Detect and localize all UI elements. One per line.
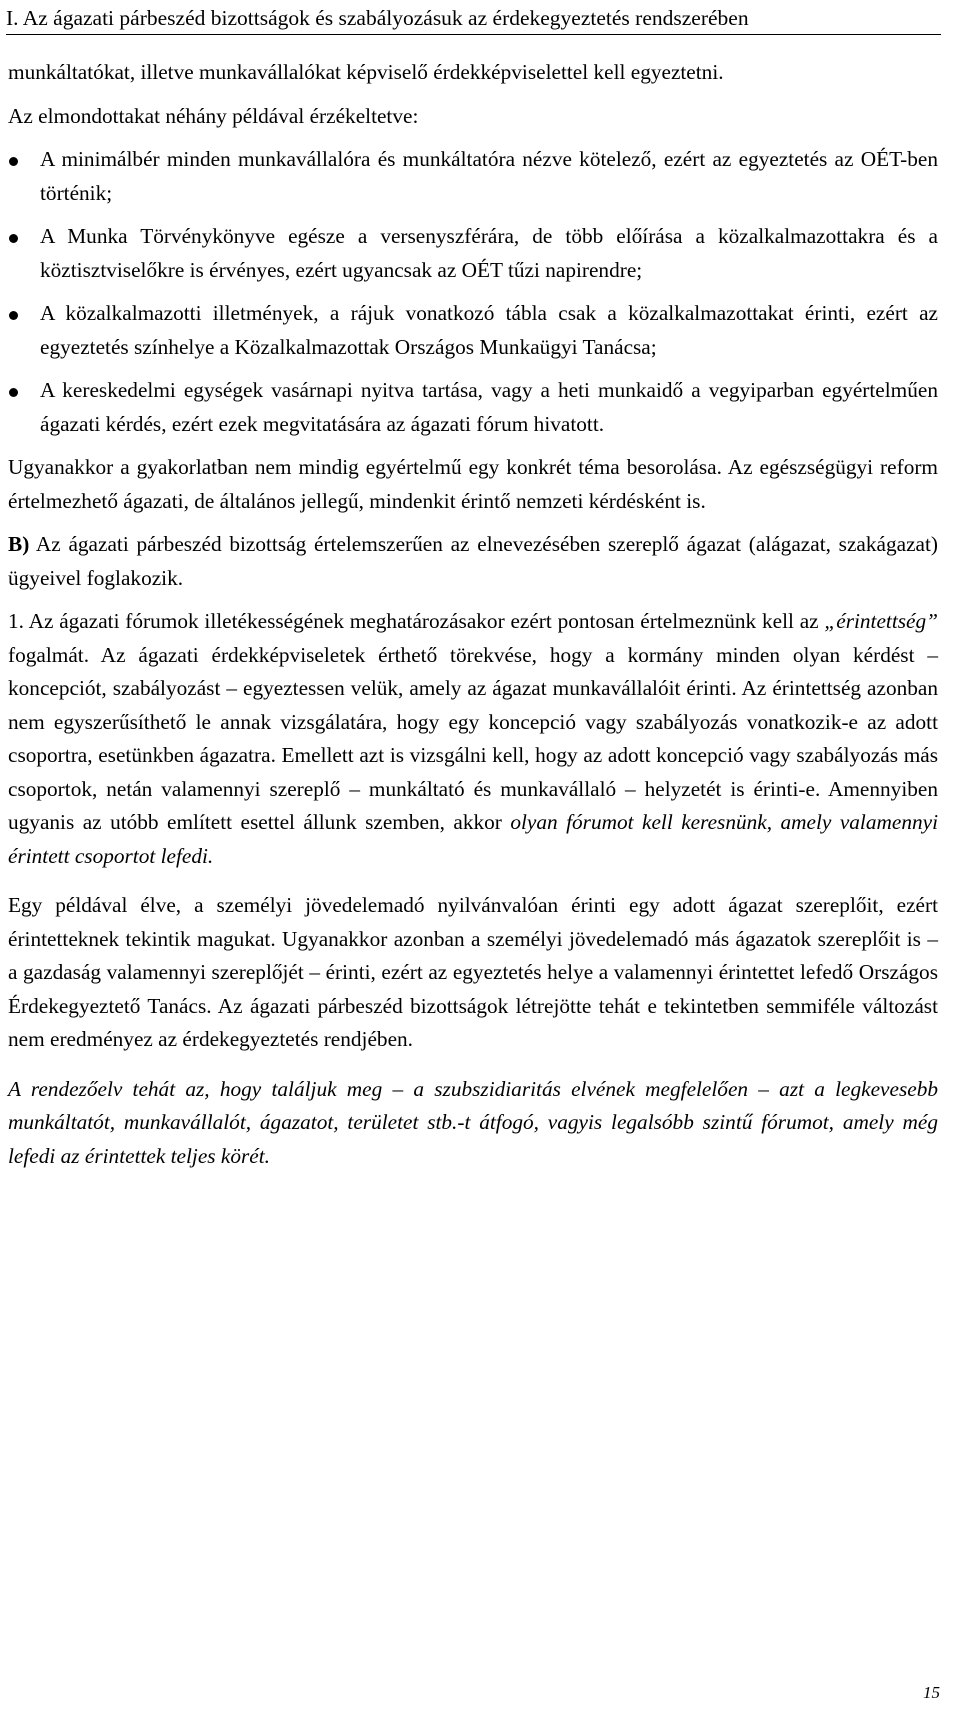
bullet-icon bbox=[9, 234, 18, 243]
list-item bbox=[8, 143, 938, 210]
paragraph-section-b bbox=[8, 528, 938, 595]
list-item-text: A közalkalmazotti illetmények, a rájuk vonatkozó tábla csak a közalkalmazottakat érinti, ezért az egyeztetés színhelye a Közalkalmazottak Országos Munkaügyi Tanácsa; bbox=[40, 301, 938, 359]
paragraph-example: Egy példával élve, a személyi jövedelemadó nyilvánvalóan érinti egy adott ágazat szereplőit, ezért érintetteknek tekintik magukat. Ugyanakkor azonban a személyi jövedelemadó más ágazatok szereplőit is – a gazdaság valamennyi szereplőjét – érinti, ezért az egyeztetés helye a valamennyi érintettet lefedő Országos Érdekegyeztető Tanács. Az ágazati párbeszéd bizottságok létrejötte tehát e tekintetben semmiféle változást nem eredményez az érdekegyeztetés rendjében. bbox=[8, 893, 938, 1051]
section-marker: B) bbox=[8, 532, 30, 556]
bullet-icon bbox=[9, 157, 18, 166]
list-item bbox=[8, 220, 938, 287]
paragraph-intro: Az elmondottakat néhány példával érzékeltetve: bbox=[8, 103, 419, 128]
paragraph-point-1 bbox=[8, 605, 938, 873]
paragraph-principle: A rendezőelv tehát az, hogy találjuk meg – a szubszidiaritás elvének megfelelően – azt a legkevesebb munkáltatót, munkavállalót, ágazatot, területet stb.-t átfogó, vagyis legalsóbb szintű fórumot, amely még lefedi az érintettek teljes körét. bbox=[8, 1076, 938, 1168]
list-item bbox=[8, 297, 938, 364]
example-list bbox=[8, 143, 938, 441]
point-1-text-b: fogalmát. Az ágazati érdekképviseletek érthető törekvése, hogy a kormány minden olyan kérdést – koncepciót, szabályozást – egyeztessen velük, amely az ágazat munkavállalóit érinti. Az érintettség azonban nem egyszerűsíthető le annak vizsgálatára, hogy egy koncepció vagy szabályozás vonatkozik-e az adott csoportra, esetünkben ágazatra. Emellett azt is vizsgálni kell, hogy az adott koncepció vagy szabályozás más csoportok, netán valamennyi szereplő – munkáltató és munkavállaló – helyzetét is érinti-e. Amennyiben ugyanis az utóbb említett esettel állunk szemben, akkor bbox=[8, 642, 938, 834]
list-item-text: A Munka Törvénykönyve egésze a versenyszférára, de több előírása a közalkalmazottakra és a köztisztviselőkre is érvényes, ezért ugyancsak az OÉT tűzi napirendre; bbox=[40, 224, 938, 282]
point-1-emphasis: „érintettség” bbox=[824, 609, 938, 633]
bullet-icon bbox=[9, 311, 18, 320]
page-number: 15 bbox=[923, 1683, 940, 1702]
point-1-text-a: 1. Az ágazati fórumok illetékességének meghatározásakor ezért pontosan értelmeznünk kell az bbox=[8, 609, 825, 633]
paragraph-practice: Ugyanakkor a gyakorlatban nem mindig egyértelmű egy konkrét téma besorolása. Az egészségügyi reform értelmezhető ágazati, de általános jellegű, mindenkit érintő nemzeti kérdésként is. bbox=[8, 455, 938, 513]
list-item-text: A minimálbér minden munkavállalóra és munkáltatóra nézve kötelező, ezért az egyeztetés az OÉT-ben történik; bbox=[40, 147, 938, 205]
body-text bbox=[8, 56, 938, 1173]
point-1-emphasis-conclusion: olyan fórumot kell keresnünk, amely valamennyi érintett csoportot lefedi. bbox=[8, 810, 938, 868]
paragraph-continuation: munkáltatókat, illetve munkavállalókat képviselő érdekképviselettel kell egyeztetni. bbox=[8, 60, 724, 84]
list-item-text: A kereskedelmi egységek vasárnapi nyitva tartása, vagy a heti munkaidő a vegyiparban egyértelműen ágazati kérdés, ezért ezek megvitatására az ágazati fórum hivatott. bbox=[40, 378, 938, 436]
running-header: I. Az ágazati párbeszéd bizottságok és szabályozásuk az érdekegyeztetés rendszerében bbox=[6, 4, 941, 35]
section-b-text: Az ágazati párbeszéd bizottság értelemszerűen az elnevezésében szereplő ágazat (alágazat, szakágazat) ügyeivel foglakozik. bbox=[8, 532, 938, 590]
list-item bbox=[8, 374, 938, 441]
bullet-icon bbox=[9, 388, 18, 397]
